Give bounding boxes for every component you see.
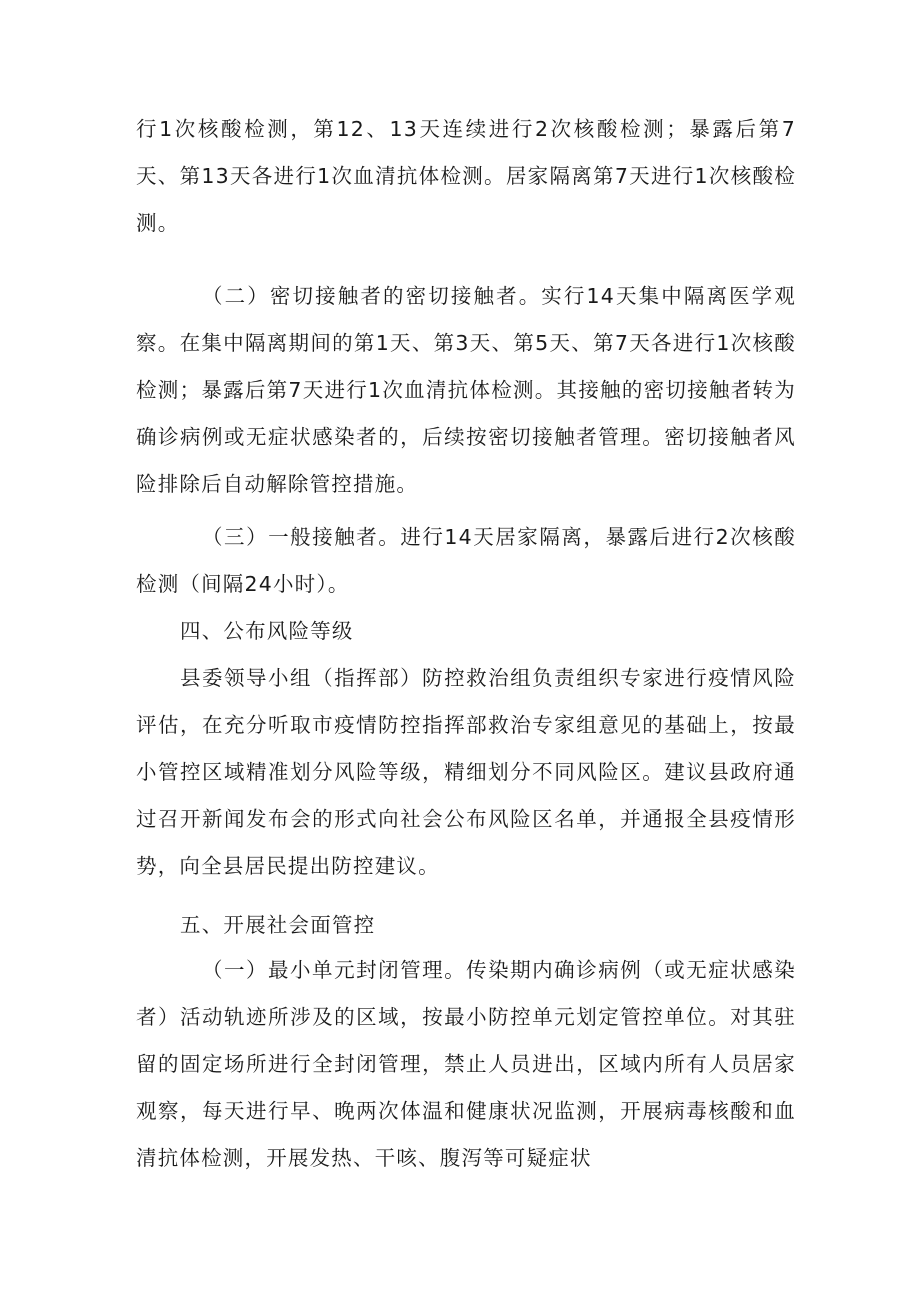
paragraph-secondary-contacts: （二）密切接触者的密切接触者。实行14天集中隔离医学观察。在集中隔离期间的第1天、第3天、第5天、第7天各进行1次核酸检测；暴露后第7天进行1次血清抗体检测。其接触的密切接触者转为确诊病例或无症状感染者的，后续按密切接触者管理。密切接触者风险排除后自动解除管控措施。 (136, 284, 796, 496)
section-heading-risk-level: 四、公布风险等级 (180, 619, 354, 643)
section-heading-social-control: 五、开展社会面管控 (180, 913, 376, 937)
paragraph-general-contacts: （三）一般接触者。进行14天居家隔离，暴露后进行2次核酸检测（间隔24小时）。 (136, 525, 796, 596)
paragraph-risk-assessment: 县委领导小组（指挥部）防控救治组负责组织专家进行疫情风险评估，在充分听取市疫情防控指挥部救治专家组意见的基础上，按最小管控区域精准划分风险等级，精细划分不同风险区。建议县政府通过召开新闻发布会的形式向社会公布风险区名单，并通报全县疫情形势，向全县居民提出防控建议。 (136, 666, 796, 878)
paragraph-test-schedule: 行1次核酸检测，第12、13天连续进行2次核酸检测；暴露后第7天、第13天各进行1次血清抗体检测。居家隔离第7天进行1次核酸检测。 (136, 117, 796, 235)
paragraph-unit-closure: （一）最小单元封闭管理。传染期内确诊病例（或无症状感染者）活动轨迹所涉及的区域，按最小防控单元划定管控单位。对其驻留的固定场所进行全封闭管理，禁止人员进出，区域内所有人员居家观察，每天进行早、晚两次体温和健康状况监测，开展病毒核酸和血清抗体检测，开展发热、干咳、腹泻等可疑症状 (136, 958, 796, 1170)
